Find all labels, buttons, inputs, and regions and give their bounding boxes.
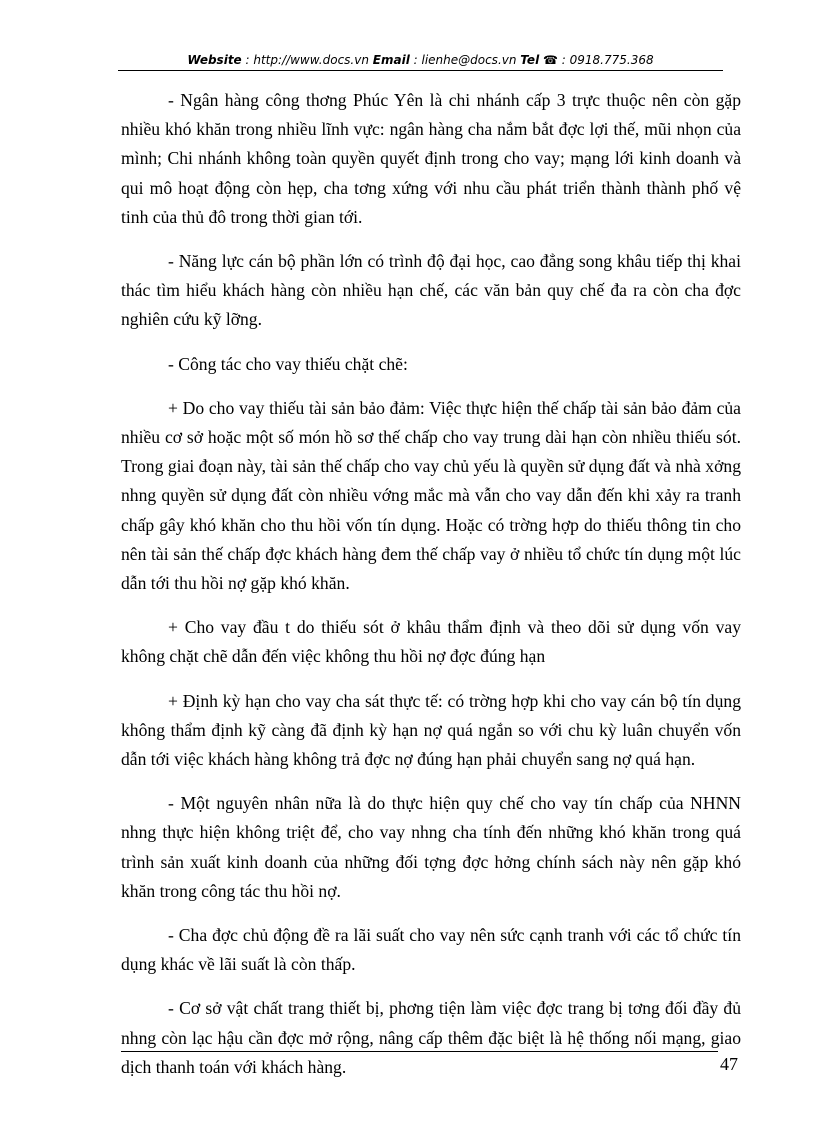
page-number: 47 xyxy=(720,1054,738,1074)
paragraph: + Do cho vay thiếu tài sản bảo đảm: Việc thực hiện thế chấp tài sản bảo đảm của nhiều cơ sở hoặc một số món hồ sơ thế chấp cho vay trung dài hạn còn nhiều thiếu sót. Trong giai đoạn này, tài sản thế chấp cho vay chủ yếu là quyền sử dụng đất và nhà xởng nhng quyền sử dụng đất còn nhiều vớng mắc mà vẫn cho vay dẫn đến khi xảy ra tranh chấp gây khó khăn cho thu hồi vốn tín dụng. Hoặc có trờng hợp do thiếu thông tin cho nên tài sản thế chấp đợc khách hàng đem thế chấp vay ở nhiều tổ chức tín dụng một lúc dẫn tới thu hồi nợ gặp khó khăn. xyxy=(121,397,741,594)
website-separator: : xyxy=(241,53,254,67)
paragraph: - Công tác cho vay thiếu chặt chẽ: xyxy=(168,353,408,374)
phone-icon: ☎ xyxy=(543,53,558,67)
website-url: http://www.docs.vn xyxy=(253,53,369,67)
email-separator: : xyxy=(409,53,422,67)
page-header xyxy=(118,50,723,71)
email-label: Email xyxy=(372,53,410,67)
email-value: lienhe@docs.vn xyxy=(421,53,517,67)
paragraph: + Định kỳ hạn cho vay cha sát thực tế: có trờng hợp khi cho vay cán bộ tín dụng không thẩm định kỹ càng đã định kỳ hạn nợ quá ngắn so với chu kỳ luân chuyển vốn dẫn tới việc khách hàng không trả đợc nợ đúng hạn phải chuyển sang nợ quá hạn. xyxy=(121,690,741,770)
paragraph: - Ngân hàng công thơng Phúc Yên là chi nhánh cấp 3 trực thuộc nên còn gặp nhiều khó khăn trong nhiều lĩnh vực: ngân hàng cha nắm bắt đợc lợi thế, mũi nhọn của mình; Chi nhánh không toàn quyền quyết định trong cho vay; mạng lới kinh doanh và qui mô hoạt động còn hẹp, cha tơng xứng với nhu cầu phát triển thành thành phố vệ tinh của thủ đô trong thời gian tới. xyxy=(121,90,741,227)
tel-value: : 0918.775.368 xyxy=(557,53,654,67)
paragraph: - Năng lực cán bộ phần lớn có trình độ đại học, cao đẳng song khâu tiếp thị khai thác tìm hiểu khách hàng còn nhiều hạn chế, các văn bản quy chế đa ra còn cha đợc nghiên cứu kỹ lỡng. xyxy=(121,251,741,330)
paragraph: - Cơ sở vật chất trang thiết bị, phơng tiện làm việc đợc trang bị tơng đối đầy đủ nhng còn lạc hậu cần đợc mở rộng, nâng cấp thêm đặc biệt là hệ thống nối mạng, giao dịch thanh toán với khách hàng. xyxy=(121,998,741,1077)
document-body xyxy=(121,86,741,1097)
paragraph: + Cho vay đầu t do thiếu sót ở khâu thẩm định và theo dõi sử dụng vốn vay không chặt chẽ dẫn đến việc không thu hồi nợ đợc đúng hạn xyxy=(121,617,741,667)
tel-label: Tel xyxy=(520,53,540,67)
paragraph: - Cha đợc chủ động đề ra lãi suất cho vay nên sức cạnh tranh với các tổ chức tín dụng khác về lãi suất là còn thấp. xyxy=(121,925,741,975)
website-label: Website xyxy=(187,53,242,67)
paragraph: - Một nguyên nhân nữa là do thực hiện quy chế cho vay tín chấp của NHNN nhng thực hiện không triệt để, cho vay nhng cha tính đến những khó khăn trong quá trình sản xuất kinh doanh của những đối tợng đợc hởng chính sách này nên gặp khó khăn trong công tác thu hồi nợ. xyxy=(121,793,741,901)
footer-divider xyxy=(121,1051,718,1052)
